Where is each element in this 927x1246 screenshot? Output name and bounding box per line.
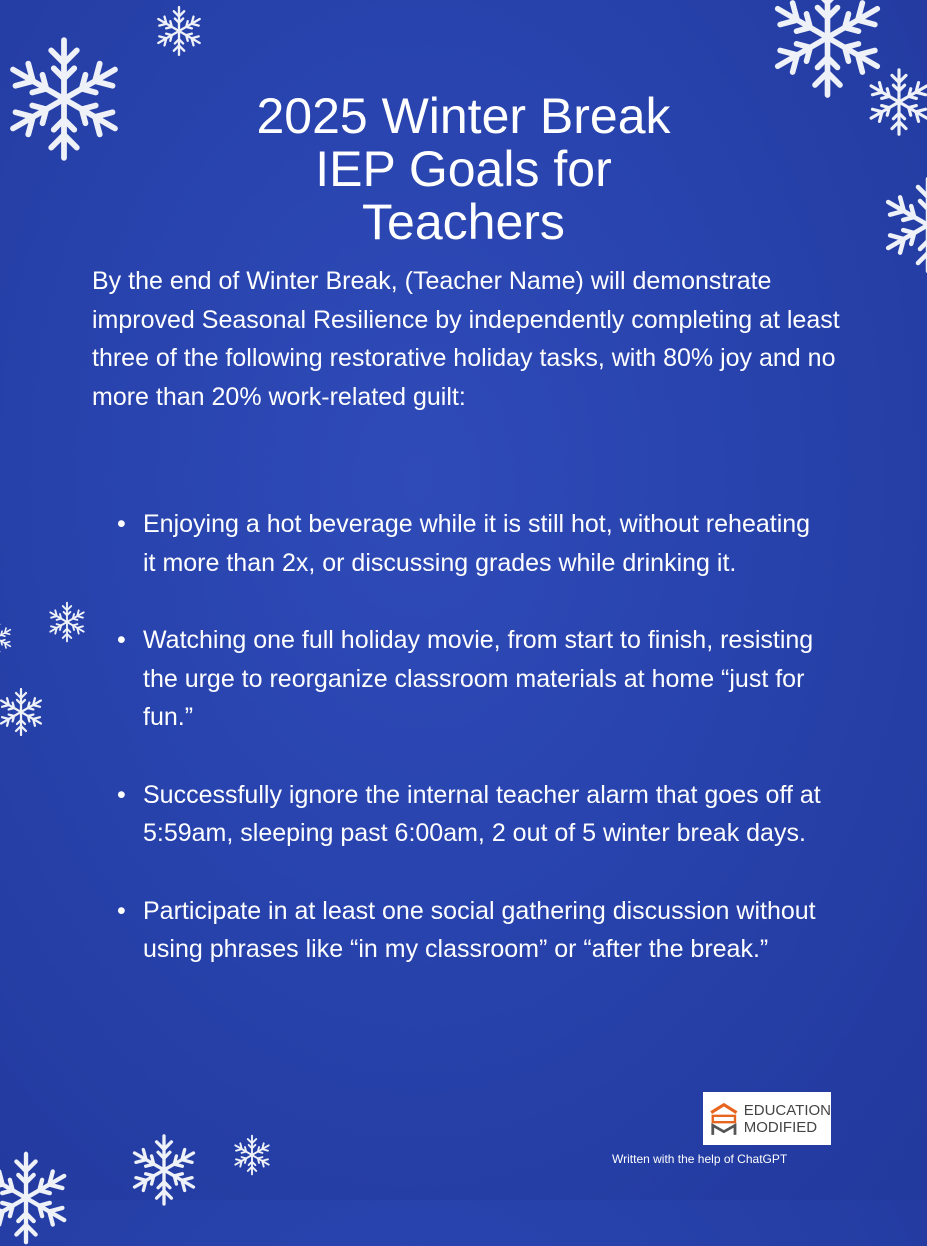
- goals-list: [117, 505, 827, 969]
- goal-text: Enjoying a hot beverage while it is still hot, without reheating it more than 2x, or discussing grades while drinking it.: [143, 510, 811, 577]
- education-modified-logo: [703, 1092, 831, 1145]
- snowflake-icon: [0, 686, 46, 738]
- credit-text: Written with the help of ChatGPT: [612, 1152, 788, 1166]
- snowflake-icon: [231, 1133, 273, 1177]
- page-title: [0, 90, 927, 249]
- logo-line-1: EDUCATION: [743, 1101, 831, 1119]
- snowflake-icon: [46, 601, 88, 643]
- snowflake-icon: [153, 5, 205, 57]
- snowflake-icon: [127, 1132, 201, 1208]
- goal-text: Watching one full holiday movie, from start to finish, resisting the urge to reorganize classroom materials at home “just for fun.”: [143, 626, 814, 731]
- logo-line-2: MODIFIED: [743, 1118, 818, 1136]
- title-line-3: Teachers: [362, 194, 565, 250]
- list-item: [117, 505, 827, 582]
- list-item: [117, 621, 827, 737]
- bullet-icon: •: [117, 626, 126, 654]
- logo-text: [744, 1102, 831, 1136]
- title-line-2: IEP Goals for: [315, 141, 612, 197]
- list-item: [117, 776, 827, 853]
- title-line-1: 2025 Winter Break: [256, 88, 671, 144]
- snowflake-icon: [0, 617, 14, 659]
- bullet-icon: •: [117, 780, 126, 809]
- intro-paragraph: By the end of Winter Break, (Teacher Name) will demonstrate improved Seasonal Resilience by independently completing at least three of the following restorative holiday tasks, with 80% joy and no more than 20% work-related guilt:: [92, 267, 840, 411]
- snowflake-icon: [0, 1150, 74, 1246]
- bullet-icon: •: [117, 510, 126, 538]
- goal-text: Successfully ignore the internal teacher alarm that goes off at 5:59am, sleeping past 6:00am, 2 out of 5 winter break days.: [143, 780, 821, 847]
- logo-mark-icon: [708, 1097, 740, 1141]
- bullet-icon: •: [117, 896, 126, 925]
- list-item: [117, 892, 827, 969]
- goal-text: Participate in at least one social gathering discussion without using phrases like “in my classroom” or “after the break.”: [143, 896, 816, 963]
